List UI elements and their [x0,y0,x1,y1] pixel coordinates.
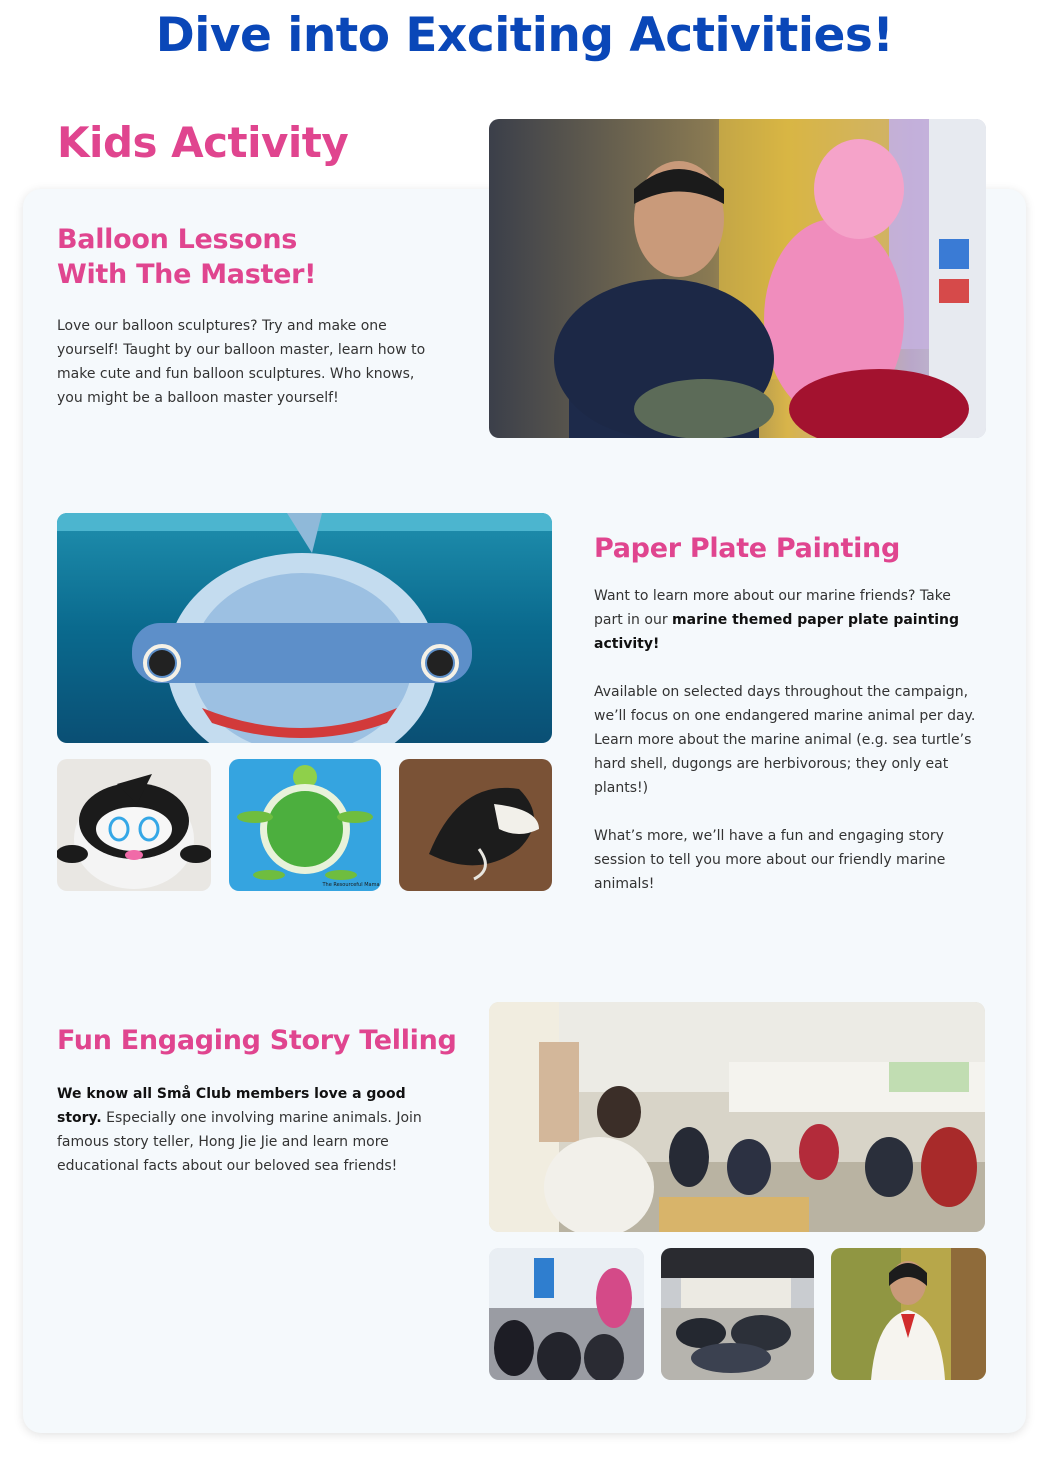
shark-plate-photo [57,513,552,743]
painting-paragraph-2: Available on selected days throughout the campaign, we’ll focus on one endangered marine animal per day. Learn more about the marine animal (e.g. sea turtle’s hard shell, dugongs are herbivorous; they only eat plants!) [594,684,976,796]
painting-p1-bold: marine themed paper plate painting activity! [594,612,960,652]
story-session-photo [489,1002,985,1232]
story-title: Fun Engaging Story Telling [57,1025,457,1056]
section-title: Kids Activity [57,118,349,167]
balloon-description: Love our balloon sculptures? Try and make one yourself! Taught by our balloon master, learn how to make cute and fun balloon sculptures. Who knows, you might be a balloon master yourself! [57,318,426,406]
story-bold: We know all Små Club members love a good story. [57,1086,406,1126]
turtle-caption: The Resourceful Mama [322,882,380,888]
story-classroom-photo-2 [661,1248,814,1380]
story-classroom-photo-1 [489,1248,644,1380]
turtle-plate-photo [229,759,381,891]
manta-plate-photo [399,759,552,891]
orca-plate-photo [57,759,211,891]
painting-paragraph-3: What’s more, we’ll have a fun and engaging story session to tell you more about our friendly marine animals! [594,828,946,892]
balloon-title-line2: With The Master! [57,259,317,290]
page-title: Dive into Exciting Activities! [155,8,894,63]
painting-p1-text: Want to learn more about our marine friends? Take part in our [594,588,951,628]
story-description [57,1082,449,1178]
story-teller-portrait [831,1248,986,1380]
story-text: Especially one involving marine animals. Join famous story teller, Hong Jie Jie and learn more educational facts about our beloved sea friends! [57,1110,422,1174]
story-paragraph [57,1082,449,1178]
painting-title: Paper Plate Painting [594,533,900,564]
balloon-title-line1: Balloon Lessons [57,224,298,255]
balloon-master-photo [489,119,986,438]
balloon-title [57,222,316,292]
painting-paragraph-1 [594,584,984,656]
painting-description [594,584,984,896]
